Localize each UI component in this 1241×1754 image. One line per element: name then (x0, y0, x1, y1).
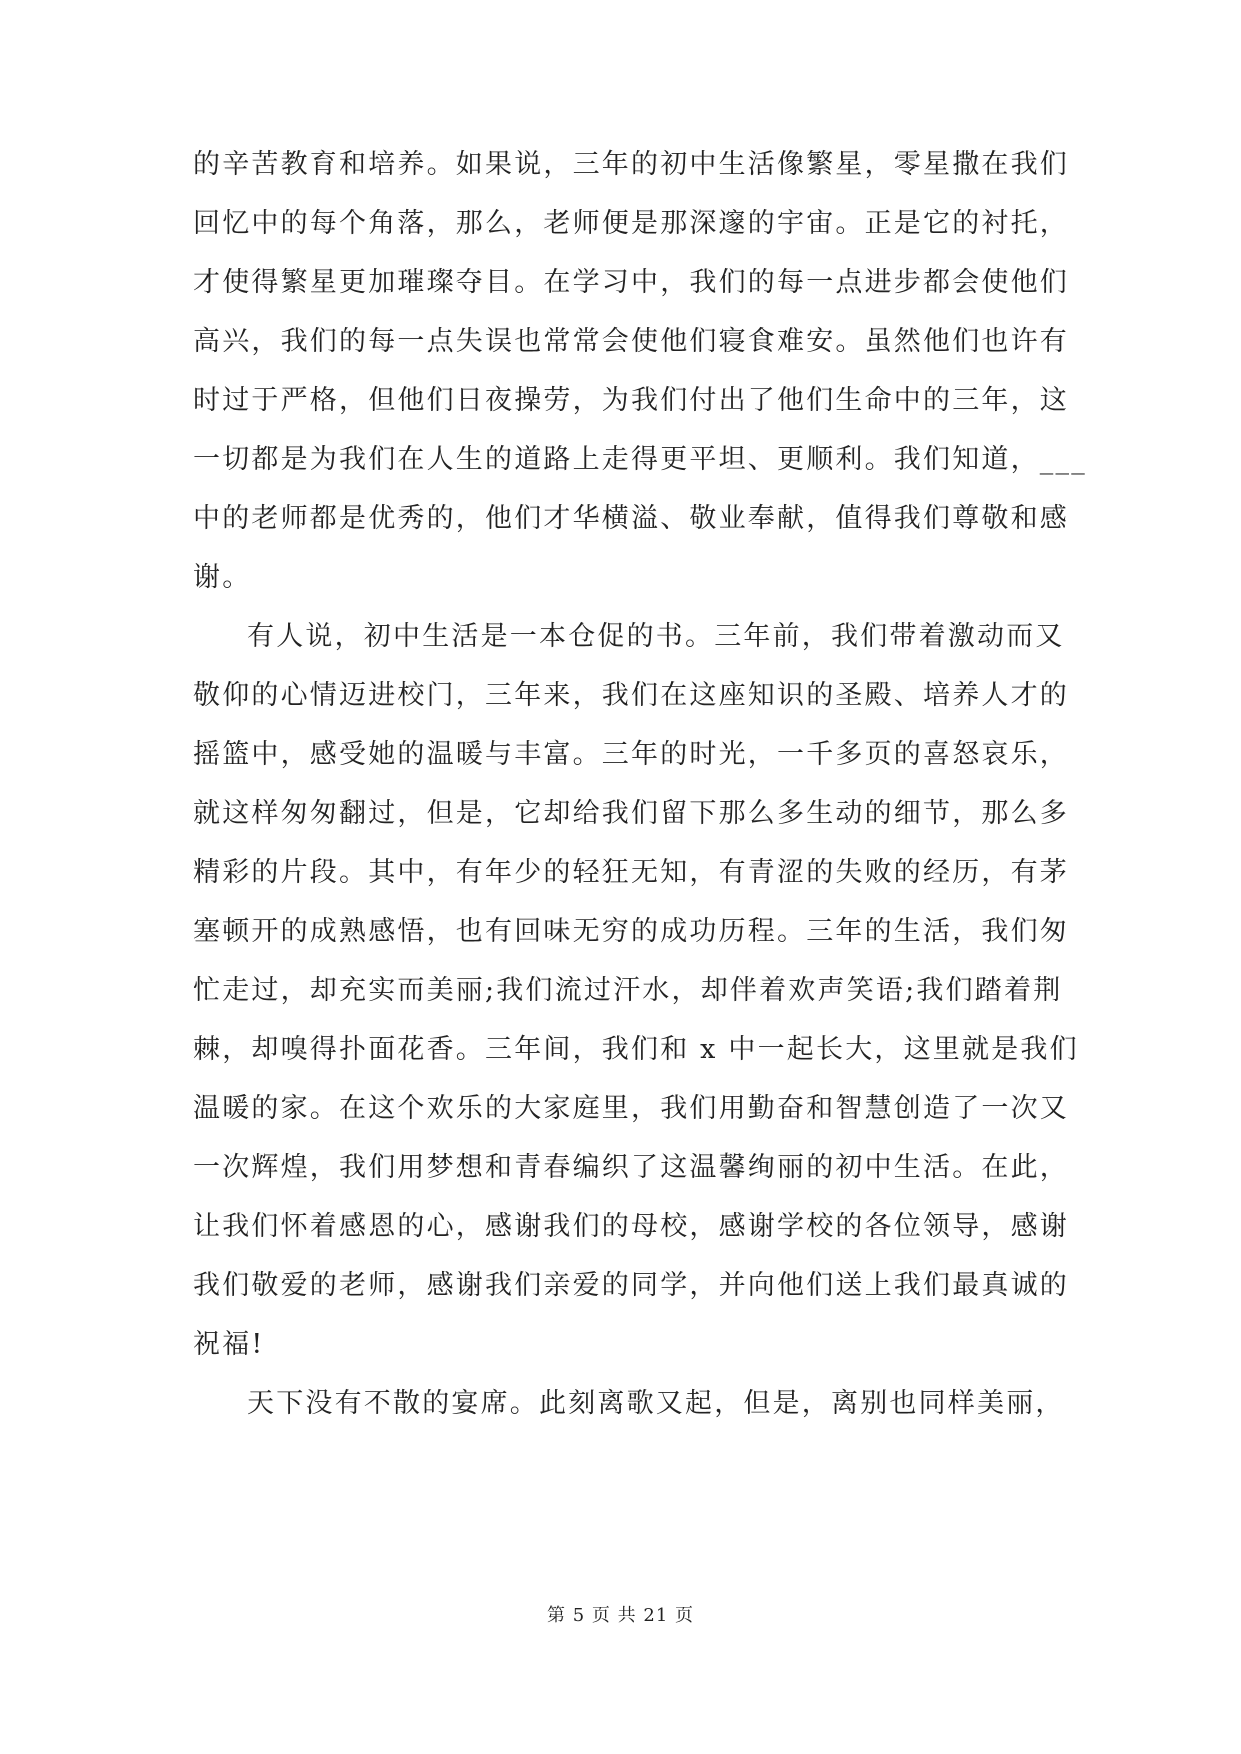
text-line: 我们敬爱的老师，感谢我们亲爱的同学，并向他们送上我们最真诚的 (193, 1270, 1069, 1301)
footer-total-pages: 21 (643, 1605, 669, 1626)
text-line: 塞顿开的成熟感悟，也有回味无穷的成功历程。三年的生活，我们匆 (193, 916, 1069, 947)
text-line: 才使得繁星更加璀璨夺目。在学习中，我们的每一点进步都会使他们 (193, 267, 1069, 298)
text-line: 让我们怀着感恩的心，感谢我们的母校，感谢学校的各位领导，感谢 (193, 1211, 1069, 1242)
paragraph-first-line: 天下没有不散的宴席。此刻离歌又起，但是，离别也同样美丽， (247, 1388, 1065, 1419)
text-line: 温暖的家。在这个欢乐的大家庭里，我们用勤奋和智慧创造了一次又 (193, 1093, 1069, 1124)
footer-middle: 页 共 (591, 1605, 637, 1626)
paragraph-first-line: 有人说，初中生活是一本仓促的书。三年前，我们带着激动而又 (247, 621, 1065, 652)
text-line: 就这样匆匆翻过，但是，它却给我们留下那么多生动的细节，那么多 (193, 798, 1069, 829)
footer-page-number: 5 (572, 1605, 586, 1626)
text-line: 高兴，我们的每一点失误也常常会使他们寝食难安。虽然他们也许有 (193, 326, 1069, 357)
text-line: 摇篮中，感受她的温暖与丰富。三年的时光，一千多页的喜怒哀乐， (193, 739, 1069, 770)
footer-suffix: 页 (675, 1605, 695, 1626)
text-line: 棘，却嗅得扑面花香。三年间，我们和 x 中一起长大，这里就是我们 (193, 1034, 1079, 1065)
text-line: 的辛苦教育和培养。如果说，三年的初中生活像繁星，零星撒在我们 (193, 149, 1069, 180)
text-line: 敬仰的心情迈进校门，三年来，我们在这座知识的圣殿、培养人才的 (193, 680, 1069, 711)
text-line: 回忆中的每个角落，那么，老师便是那深邃的宇宙。正是它的衬托， (193, 208, 1069, 239)
text-line: 忙走过，却充实而美丽;我们流过汗水，却伴着欢声笑语;我们踏着荆 (193, 975, 1063, 1006)
footer-prefix: 第 (546, 1605, 566, 1626)
text-line: 一切都是为我们在人生的道路上走得更平坦、更顺利。我们知道，___ (193, 444, 1087, 475)
text-line: 一次辉煌，我们用梦想和青春编织了这温馨绚丽的初中生活。在此， (193, 1152, 1069, 1183)
page-footer (0, 1604, 1241, 1628)
text-line: 祝福! (193, 1329, 265, 1360)
text-line: 谢。 (193, 562, 252, 593)
text-line: 中的老师都是优秀的，他们才华横溢、敬业奉献，值得我们尊敬和感 (193, 503, 1069, 534)
text-line: 时过于严格，但他们日夜操劳，为我们付出了他们生命中的三年，这 (193, 385, 1069, 416)
text-line: 精彩的片段。其中，有年少的轻狂无知，有青涩的失败的经历，有茅 (193, 857, 1069, 888)
